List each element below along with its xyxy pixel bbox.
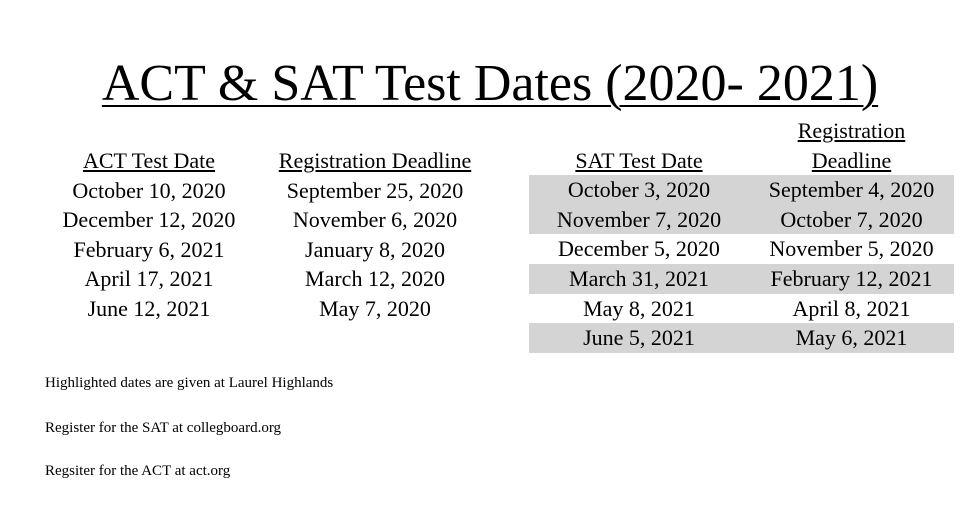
sat-test-date: December 5, 2020 — [558, 236, 720, 262]
act-test-date: April 17, 2021 — [84, 266, 214, 292]
highlight-note: Highlighted dates are given at Laurel Highlands — [45, 375, 334, 391]
act-dates-table — [40, 146, 492, 324]
table-row-highlighted — [529, 205, 954, 235]
table-row-highlighted — [529, 175, 954, 205]
sat-test-date: May 8, 2021 — [583, 295, 695, 321]
act-registration-deadline: September 25, 2020 — [286, 177, 464, 203]
table-row-highlighted — [529, 323, 954, 353]
table-row — [529, 234, 954, 264]
act-register-note: Regsiter for the ACT at act.org — [45, 463, 231, 479]
sat-register-note: Register for the SAT at collegboard.org — [45, 420, 282, 436]
sat-test-date-header: SAT Test Date — [575, 147, 703, 173]
table-row — [40, 205, 492, 235]
act-header-row — [40, 146, 492, 176]
sat-registration-deadline: November 5, 2020 — [769, 236, 934, 262]
sat-registration-deadline: September 4, 2020 — [749, 175, 954, 205]
sat-registration-deadline: May 6, 2021 — [749, 323, 954, 353]
table-row — [40, 294, 492, 324]
sat-registration-deadline: February 12, 2021 — [749, 264, 954, 294]
sat-registration-deadline: April 8, 2021 — [792, 295, 911, 321]
table-row — [40, 176, 492, 206]
act-registration-deadline: March 12, 2020 — [305, 266, 445, 292]
act-registration-header: Registration Deadline — [278, 148, 472, 173]
act-test-date: October 10, 2020 — [72, 177, 226, 203]
act-test-date: December 12, 2020 — [62, 207, 236, 233]
sat-test-date: March 31, 2021 — [529, 264, 749, 294]
act-test-date-header: ACT Test Date — [82, 148, 216, 173]
sat-registration-header: Registration Deadline — [797, 118, 906, 173]
act-registration-deadline: January 8, 2020 — [305, 236, 445, 262]
table-row — [529, 294, 954, 324]
sat-registration-deadline: October 7, 2020 — [749, 205, 954, 235]
sat-test-date: November 7, 2020 — [529, 205, 749, 235]
table-row — [40, 235, 492, 265]
act-registration-deadline: May 7, 2020 — [319, 295, 431, 321]
act-test-date: June 12, 2021 — [87, 295, 211, 321]
table-row — [40, 264, 492, 294]
sat-test-date: June 5, 2021 — [529, 323, 749, 353]
act-registration-deadline: November 6, 2020 — [292, 207, 458, 233]
sat-dates-table — [529, 116, 954, 353]
sat-header-row — [529, 116, 954, 175]
sat-test-date: October 3, 2020 — [529, 175, 749, 205]
act-test-date: February 6, 2021 — [73, 236, 225, 262]
page-title: ACT & SAT Test Dates (2020- 2021) — [101, 55, 879, 112]
table-row-highlighted — [529, 264, 954, 294]
